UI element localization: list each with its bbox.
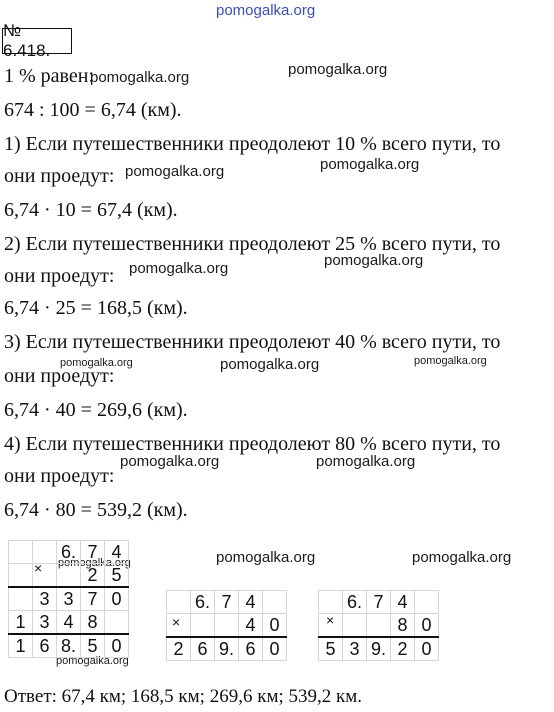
watermark: pomogalka.org xyxy=(316,453,416,470)
text-line: 1 % равен: xyxy=(4,65,94,87)
digit-cell: 6 xyxy=(191,637,215,661)
text-line: они проедут: xyxy=(4,465,115,487)
watermark: pomogalka.org xyxy=(412,549,512,566)
digit-cell xyxy=(191,614,215,638)
digit-cell xyxy=(215,614,239,638)
text-line: 6,74 · 10 = 67,4 (км). xyxy=(4,199,178,221)
digit-cell: 5 xyxy=(105,564,129,588)
watermark: pomogalka.org xyxy=(216,2,316,19)
digit-cell: 6. xyxy=(343,591,367,614)
digit-cell: 2 xyxy=(167,637,191,661)
digit-cell: 5 xyxy=(319,637,343,661)
watermark: pomogalka.org xyxy=(60,357,133,369)
text-line: 6,74 · 40 = 269,6 (км). xyxy=(4,399,188,421)
watermark: pomogalka.org xyxy=(120,453,220,470)
watermark: pomogalka.org xyxy=(220,356,320,373)
digit-cell: 0 xyxy=(263,614,287,638)
digit-cell: 0 xyxy=(105,634,129,658)
digit-cell: 7 xyxy=(81,587,105,611)
digit-cell: 4 xyxy=(57,611,81,635)
digit-cell: 2 xyxy=(81,564,105,588)
watermark: pomogalka.org xyxy=(129,260,229,277)
digit-cell xyxy=(9,541,33,564)
text-line: 4) Если путешественники преодолеют 80 % всего пути, то xyxy=(4,433,501,455)
watermark: pomogalka.org xyxy=(90,69,190,86)
digit-cell xyxy=(167,614,191,638)
watermark: pomogalka.org xyxy=(216,549,316,566)
watermark: pomogalka.org xyxy=(288,61,388,78)
digit-cell: 8. xyxy=(57,634,81,658)
digit-cell: 8 xyxy=(391,614,415,638)
digit-cell: 6. xyxy=(57,541,81,564)
digit-cell: 9. xyxy=(215,637,239,661)
watermark: pomogalka.org xyxy=(324,252,424,269)
watermark: pomogalka.org xyxy=(414,355,487,367)
digit-cell xyxy=(415,591,439,614)
digit-cell: 4 xyxy=(239,591,263,614)
digit-cell xyxy=(9,564,33,588)
digit-cell: 1 xyxy=(9,611,33,635)
digit-cell: 3 xyxy=(343,637,367,661)
digit-cell xyxy=(263,591,287,614)
digit-cell xyxy=(167,591,191,614)
digit-cell: 4 xyxy=(391,591,415,614)
multiply-sign: × xyxy=(326,612,335,628)
digit-cell: 8 xyxy=(81,611,105,635)
digit-cell: 2 xyxy=(391,637,415,661)
text-line: они проедут: xyxy=(4,265,115,287)
multiply-sign: × xyxy=(172,614,181,630)
task-number: № 6.418. xyxy=(2,28,72,54)
digit-cell: 0 xyxy=(415,614,439,638)
digit-cell xyxy=(57,564,81,588)
digit-cell xyxy=(367,614,391,638)
text-line: 674 : 100 = 6,74 (км). xyxy=(4,99,182,121)
text-line: они проедут: xyxy=(4,365,115,387)
column-multiplication-3 xyxy=(318,590,439,661)
multiply-sign: × xyxy=(34,560,43,576)
text-line: они проедут: xyxy=(4,165,115,187)
text-line: 2) Если путешественники преодолеют 25 % всего пути, то xyxy=(4,233,501,255)
digit-cell: 7 xyxy=(81,541,105,564)
column-multiplication-2 xyxy=(166,590,287,661)
digit-cell: 0 xyxy=(105,587,129,611)
digit-cell: 6 xyxy=(239,637,263,661)
digit-cell: 3 xyxy=(33,611,57,635)
digit-cell: 6. xyxy=(191,591,215,614)
digit-cell: 4 xyxy=(105,541,129,564)
text-line: 6,74 · 80 = 539,2 (км). xyxy=(4,499,188,521)
answer-line: Ответ: 67,4 км; 168,5 км; 269,6 км; 539,2 км. xyxy=(4,686,363,707)
watermark: pomogalka.org xyxy=(320,156,420,173)
digit-cell xyxy=(33,564,57,588)
watermark: pomogalka.org xyxy=(58,557,131,569)
text-line: 3) Если путешественники преодолеют 40 % всего пути, то xyxy=(4,331,501,353)
digit-cell xyxy=(9,587,33,611)
column-multiplication-1 xyxy=(8,540,129,658)
digit-cell: 0 xyxy=(263,637,287,661)
digit-cell: 7 xyxy=(215,591,239,614)
digit-cell: 4 xyxy=(239,614,263,638)
digit-cell: 0 xyxy=(415,637,439,661)
digit-cell: 5 xyxy=(81,634,105,658)
digit-cell: 9. xyxy=(367,637,391,661)
digit-cell: 1 xyxy=(9,634,33,658)
digit-cell: 7 xyxy=(367,591,391,614)
digit-cell: 3 xyxy=(33,587,57,611)
watermark: pomogalka.org xyxy=(125,163,225,180)
text-line: 6,74 · 25 = 168,5 (км). xyxy=(4,297,188,319)
digit-cell xyxy=(319,614,343,638)
digit-cell: 6 xyxy=(33,634,57,658)
watermark: pomogalka.org xyxy=(56,655,129,667)
text-line: 1) Если путешественники преодолеют 10 % всего пути, то xyxy=(4,133,501,155)
digit-cell: 3 xyxy=(57,587,81,611)
digit-cell xyxy=(319,591,343,614)
digit-cell xyxy=(33,541,57,564)
digit-cell xyxy=(343,614,367,638)
digit-cell xyxy=(105,611,129,635)
